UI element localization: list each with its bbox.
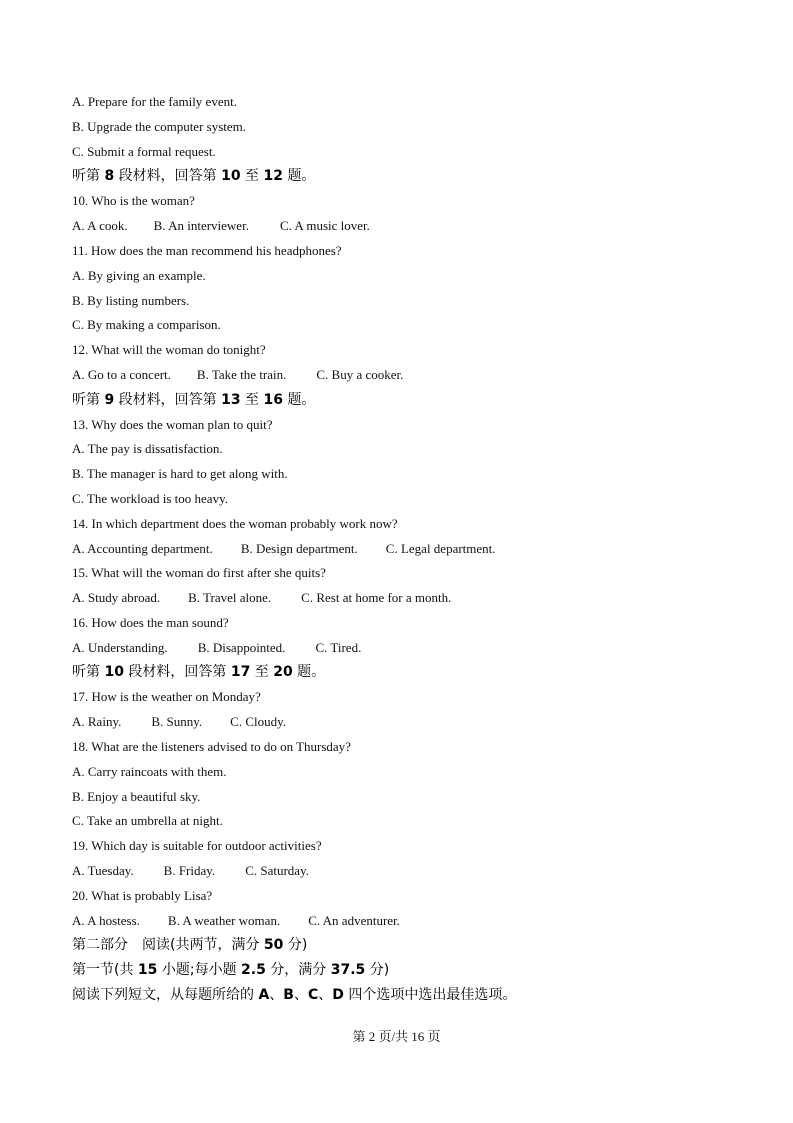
question-20: 20. What is probably Lisa? xyxy=(72,888,213,903)
option-line: C. By making a comparison. xyxy=(72,317,221,332)
option-line: A. Prepare for the family event. xyxy=(72,94,237,109)
question-19: 19. Which day is suitable for outdoor activities? xyxy=(72,838,322,853)
question-18: 18. What are the listeners advised to do on Thursday? xyxy=(72,739,351,754)
option-line: A. By giving an example. xyxy=(72,268,206,283)
section-one-heading: 第一节(共 15 小题;每小题 2.5 分，满分 37.5 分) xyxy=(72,962,390,978)
options-12: A. Go to a concert. B. Take the train. C. Buy a cooker. xyxy=(72,367,404,382)
question-13: 13. Why does the woman plan to quit? xyxy=(72,417,273,432)
options-10: A. A cook. B. An interviewer. C. A music lover. xyxy=(72,218,370,233)
option-line: B. The manager is hard to get along with. xyxy=(72,466,288,481)
page-footer: 第 2 页/共 16 页 xyxy=(352,1029,441,1044)
section-heading-8: 听第 8 段材料，回答第 10 至 12 题。 xyxy=(72,168,316,184)
option-line: C. Take an umbrella at night. xyxy=(72,813,223,828)
options-20: A. A hostess. B. A weather woman. C. An adventurer. xyxy=(72,913,400,928)
question-12: 12. What will the woman do tonight? xyxy=(72,342,266,357)
option-line: B. Enjoy a beautiful sky. xyxy=(72,789,201,804)
options-14: A. Accounting department. B. Design department. C. Legal department. xyxy=(72,541,496,556)
reading-instructions: 阅读下列短文，从每题所给的 A、B、C、D 四个选项中选出最佳选项。 xyxy=(72,987,517,1003)
options-17: A. Rainy. B. Sunny. C. Cloudy. xyxy=(72,714,287,729)
section-heading-10: 听第 10 段材料，回答第 17 至 20 题。 xyxy=(72,664,326,680)
question-10: 10. Who is the woman? xyxy=(72,193,195,208)
question-11: 11. How does the man recommend his headphones? xyxy=(72,243,342,258)
options-15: A. Study abroad. B. Travel alone. C. Rest at home for a month. xyxy=(72,590,452,605)
option-line: C. The workload is too heavy. xyxy=(72,491,228,506)
option-line: A. The pay is dissatisfaction. xyxy=(72,441,223,456)
option-line: C. Submit a formal request. xyxy=(72,144,216,159)
question-16: 16. How does the man sound? xyxy=(72,615,229,630)
options-16: A. Understanding. B. Disappointed. C. Tired. xyxy=(72,640,362,655)
question-15: 15. What will the woman do first after she quits? xyxy=(72,565,326,580)
question-14: 14. In which department does the woman probably work now? xyxy=(72,516,398,531)
option-line: B. Upgrade the computer system. xyxy=(72,119,247,134)
section-heading-9: 听第 9 段材料，回答第 13 至 16 题。 xyxy=(72,392,316,408)
part-two-heading: 第二部分 阅读(共两节，满分 50 分) xyxy=(72,937,308,953)
option-line: B. By listing numbers. xyxy=(72,293,190,308)
options-19: A. Tuesday. B. Friday. C. Saturday. xyxy=(72,863,309,878)
question-17: 17. How is the weather on Monday? xyxy=(72,689,261,704)
option-line: A. Carry raincoats with them. xyxy=(72,764,227,779)
